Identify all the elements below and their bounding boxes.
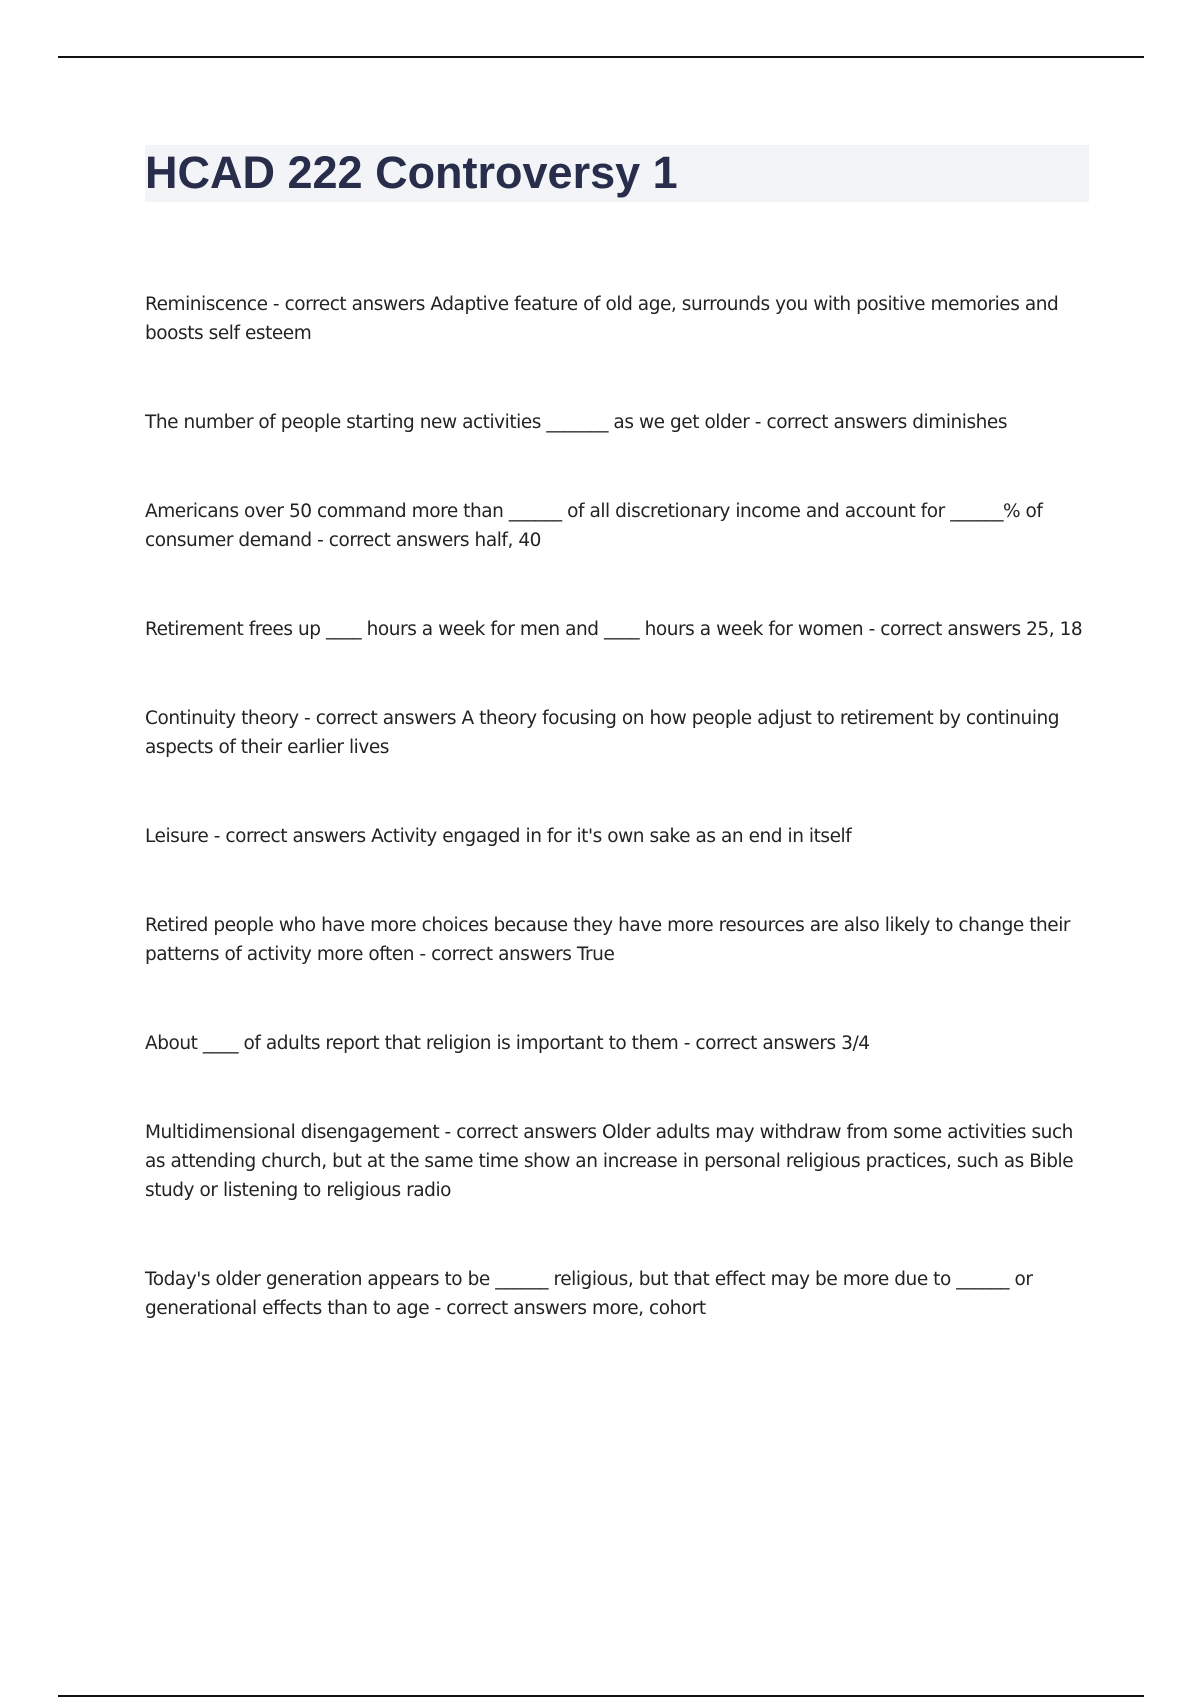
- flashcard-item: Today's older generation appears to be ______ religious, but that effect may be more due to ______ or generational effects than to age - correct answers more, cohort: [145, 1269, 1033, 1319]
- flashcard-item: Leisure - correct answers Activity engaged in for it's own sake as an end in itself: [145, 826, 852, 847]
- flashcard-list: [145, 290, 1095, 1383]
- flashcard-item: Continuity theory - correct answers A theory focusing on how people adjust to retirement by continuing aspects of their earlier lives: [145, 708, 1060, 758]
- flashcard-item: Retired people who have more choices because they have more resources are also likely to change their patterns of activity more often - correct answers True: [145, 915, 1071, 965]
- flashcard-item: The number of people starting new activities _______ as we get older - correct answers diminishes: [145, 412, 1008, 433]
- flashcard-item: Retirement frees up ____ hours a week for men and ____ hours a week for women - correct answers 25, 18: [145, 619, 1083, 640]
- flashcard-item: Reminiscence - correct answers Adaptive feature of old age, surrounds you with positive memories and boosts self esteem: [145, 294, 1059, 344]
- page-title: HCAD 222 Controversy 1: [145, 147, 678, 198]
- flashcard-item: Multidimensional disengagement - correct answers Older adults may withdraw from some activities such as attending church, but at the same time show an increase in personal religious practices, such as Bible study or listening to religious radio: [145, 1122, 1074, 1201]
- flashcard-item: Americans over 50 command more than ______ of all discretionary income and account for ______% of consumer demand - correct answers half, 40: [145, 501, 1043, 551]
- flashcard-item: About ____ of adults report that religion is important to them - correct answers 3/4: [145, 1033, 870, 1054]
- top-rule: [58, 56, 1144, 58]
- bottom-rule: [58, 1695, 1144, 1697]
